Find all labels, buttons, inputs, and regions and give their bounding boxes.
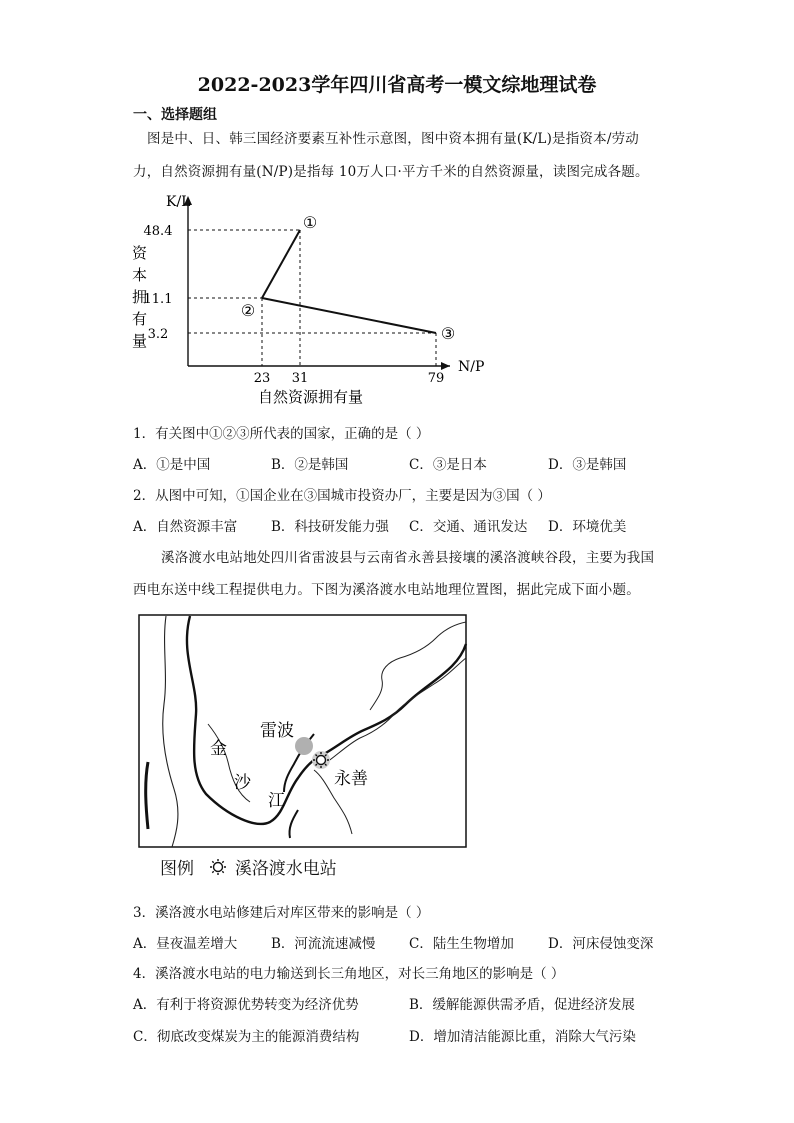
x-axis-label: 自然资源拥有量 [258,388,364,406]
map-legend [160,854,337,879]
q2-option-b[interactable]: B．科技研发能力强 [271,519,389,535]
q2-stem: 2．从图中可知，①国企业在③国城市投资办厂，主要是因为③国（ ） [133,488,551,504]
q3-option-d[interactable]: D．河床侵蚀变深 [548,936,654,952]
q1-option-d[interactable]: D．③是韩国 [548,457,627,473]
label-jin: 金 [210,739,227,759]
q2-option-c[interactable]: C．交通、通讯发达 [409,519,528,535]
q1-option-b[interactable]: B．②是韩国 [271,457,349,473]
q3-stem: 3．溪洛渡水电站修建后对库区带来的影响是（ ） [133,905,430,921]
y-tick-label: 48.4 [143,224,173,239]
series-line-2-1 [262,230,300,298]
chart-layer [132,194,484,406]
xiluodu-location-map [138,614,468,850]
point-label-1: ① [302,213,318,232]
point-label-3: ③ [440,324,456,343]
point-label-2: ② [240,301,256,320]
kl-np-chart [130,188,510,408]
section-heading: 一、选择题组 [133,107,217,123]
q2-option-d[interactable]: D．环境优美 [548,519,627,535]
label-leibo: 雷波 [260,721,294,741]
x-axis-name: N/P [458,359,485,375]
y-axis-name: K/L [166,194,191,210]
q3-option-a[interactable]: A．昼夜温差增大 [133,936,238,952]
station-icon [209,858,227,876]
q2-option-a[interactable]: A．自然资源丰富 [133,519,238,535]
x-tick-label: 31 [291,371,309,386]
label-sha: 沙 [234,773,251,793]
y-tick-label: 11.1 [143,292,173,307]
y-axis-label-char: 资 [132,244,148,262]
x-tick-label: 23 [253,371,271,386]
q4-option-b[interactable]: B．缓解能源供需矛盾，促进经济发展 [409,997,635,1013]
y-axis-label-char: 拥 [132,288,148,306]
q1-stem: 1．有关图中①②③所代表的国家，正确的是（ ） [133,426,430,442]
paper-title: 2022-2023学年四川省高考一模文综地理试卷 [197,74,597,96]
intro2-line2: 西电东送中线工程提供电力。下图为溪洛渡水电站地理位置图，据此完成下面小题。 [133,582,640,598]
label-jiang: 江 [268,791,285,811]
series-line-2-3 [262,298,436,333]
q1-option-a[interactable]: A．①是中国 [133,457,211,473]
q4-option-c[interactable]: C．彻底改变煤炭为主的能源消费结构 [133,1029,360,1045]
intro1-line2: 力，自然资源拥有量(N/P)是指每 10万人口·平方千米的自然资源量，读图完成各题。 [133,164,649,180]
y-axis-label-char: 量 [132,332,148,350]
legend-item: 溪洛渡水电站 [234,859,337,879]
y-axis-label-char: 有 [132,310,148,328]
y-axis-label-char: 本 [132,266,148,284]
q4-option-a[interactable]: A．有利于将资源优势转变为经济优势 [133,997,359,1013]
intro1-line1: 图是中、日、韩三国经济要素互补性示意图，图中资本拥有量(K/L)是指资本/劳动 [147,131,639,147]
hydropower-station-marker [312,751,330,769]
q4-stem: 4．溪洛渡水电站的电力输送到长三角地区，对长三角地区的影响是（ ） [133,966,565,982]
legend-prefix: 图例 [160,859,194,879]
q3-option-c[interactable]: C．陆生生物增加 [409,936,514,952]
q4-option-d[interactable]: D．增加清洁能源比重，消除大气污染 [409,1029,636,1045]
q3-option-b[interactable]: B．河流流速减慢 [271,936,376,952]
x-axis-arrow [441,362,450,370]
y-tick-label: 3.2 [147,327,169,342]
intro2-line1: 溪洛渡水电站地处四川省雷波县与云南省永善县接壤的溪洛渡峡谷段，主要为我国 [161,550,655,566]
label-yongshan: 永善 [334,769,368,789]
x-tick-label: 79 [427,371,445,386]
q1-option-c[interactable]: C．③是日本 [409,457,487,473]
leibo-marker [295,737,313,755]
